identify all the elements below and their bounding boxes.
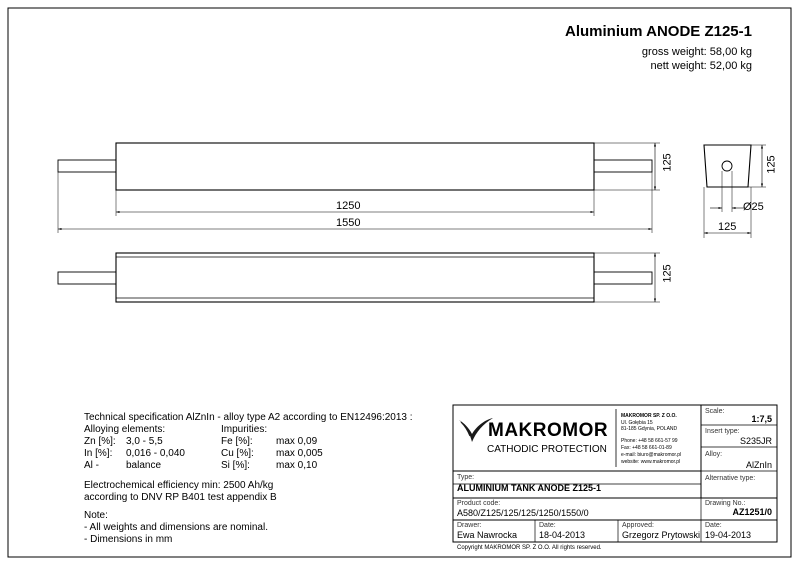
impurity-el: Fe [%]:	[221, 436, 253, 447]
alloy-val: balance	[126, 460, 162, 471]
note-line-2: - Dimensions in mm	[84, 534, 173, 545]
front-view	[58, 143, 652, 190]
type-value: ALUMINIUM TANK ANODE Z125-1	[457, 483, 602, 493]
efficiency-line-1: Electrochemical efficiency min: 2500 Ah/kg	[84, 480, 274, 491]
date-drawn-value: 18-04-2013	[539, 530, 586, 540]
dim-height-bottom: 125	[661, 264, 674, 283]
drawing-no-value: AZ1251/0	[732, 507, 772, 517]
efficiency-line-2: according to DNV RP B401 test appendix B	[84, 492, 277, 503]
scale-value: 1:7,5	[751, 414, 772, 424]
impurity-el: Si [%]:	[221, 460, 250, 471]
alloy-val: 0,016 - 0,040	[126, 448, 185, 459]
company-email: e-mail: biuro@makromor.pl	[621, 452, 682, 458]
alloy-label: Alloy:	[705, 451, 723, 458]
copyright: Copyright MAKROMOR SP. Z O.O. All rights reserved.	[457, 545, 602, 551]
insert-label: Insert type:	[705, 428, 740, 435]
company-phone: Phone: +48 58 661-57 99	[621, 438, 678, 444]
type-label: Type:	[457, 474, 475, 481]
company-street: Ul. Gołębia 15	[621, 420, 653, 426]
spec-heading: Technical specification AlZnIn - alloy type A2 according to EN12496:2013 :	[84, 412, 413, 423]
approved-label: Approved:	[622, 522, 654, 529]
alloy-val: 3,0 - 5,5	[126, 436, 163, 447]
alternative-type-label: Alternative type:	[705, 475, 756, 482]
bottom-view	[58, 253, 652, 302]
impurity-val: max 0,005	[276, 448, 323, 459]
alloy-value: AlZnIn	[745, 460, 772, 470]
note-heading: Note:	[84, 510, 108, 521]
bottom-core-left	[58, 272, 116, 284]
page-title: Aluminium ANODE Z125-1	[565, 23, 752, 40]
company-fax: Fax: +48 58 661-01-89	[621, 445, 672, 451]
drawer-value: Ewa Nawrocka	[457, 530, 518, 540]
alloy-el: Zn [%]:	[84, 436, 116, 447]
date-drawn-label: Date:	[539, 522, 556, 529]
front-core-right	[594, 160, 652, 172]
alloy-el: Al -	[84, 460, 99, 471]
gross-weight: gross weight: 58,00 kg	[641, 46, 752, 58]
impurity-el: Cu [%]:	[221, 448, 254, 459]
drawer-label: Drawer:	[457, 522, 482, 529]
front-anode-body	[116, 143, 594, 190]
approved-value: Grzegorz Prytowski	[622, 530, 701, 540]
dim-core-diameter: Ø25	[743, 201, 764, 213]
alloy-el: In [%]:	[84, 448, 113, 459]
bottom-anode-body	[116, 253, 594, 302]
company-website: website: www.makromor.pl	[621, 459, 681, 465]
date-approved-label: Date:	[705, 522, 722, 529]
nett-weight: nett weight: 52,00 kg	[650, 60, 752, 72]
dim-end-height: 125	[765, 155, 778, 174]
insert-value: S235JR	[739, 436, 772, 446]
bottom-core-right	[594, 272, 652, 284]
logo-name: MAKROMOR	[488, 420, 609, 441]
end-view-trapezoid	[704, 145, 751, 187]
end-view	[704, 145, 751, 187]
dim-body-length: 1250	[336, 200, 361, 212]
front-core-left	[58, 160, 116, 172]
impurity-val: max 0,09	[276, 436, 318, 447]
product-code-label: Product code:	[457, 500, 501, 507]
product-code-value: A580/Z125/125/125/1250/1550/0	[457, 508, 589, 518]
scale-label: Scale:	[705, 408, 725, 415]
drawing-no-label: Drawing No.:	[705, 500, 746, 507]
company-city: 81-185 Gdynia, POLAND	[621, 426, 678, 432]
impurity-val: max 0,10	[276, 460, 318, 471]
dim-height-front: 125	[661, 153, 674, 172]
alloying-heading: Alloying elements:	[84, 424, 166, 435]
impurities-heading: Impurities:	[221, 424, 268, 435]
dim-end-width: 125	[718, 221, 737, 233]
company-name: MAKROMOR SP. Z O.O.	[621, 413, 677, 419]
note-line-1: - All weights and dimensions are nominal.	[84, 522, 268, 533]
date-approved-value: 19-04-2013	[705, 530, 752, 540]
dim-total-length: 1550	[336, 217, 361, 229]
logo-subtitle: CATHODIC PROTECTION	[487, 444, 607, 455]
